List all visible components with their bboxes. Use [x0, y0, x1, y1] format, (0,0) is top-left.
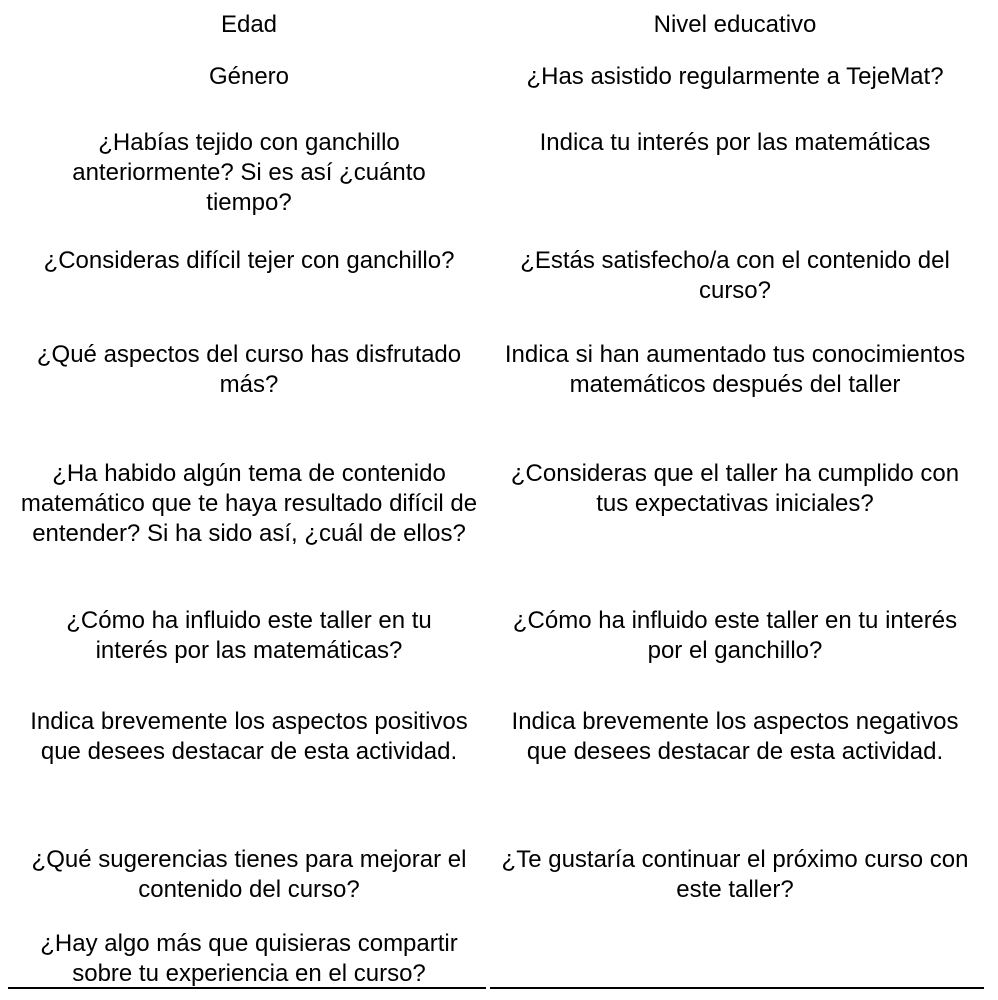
question-tema-dificil: ¿Ha habido algún tema de contenido matemático que te haya resultado difícil de entender? Si ha sido así, ¿cuál de ellos?: [20, 460, 478, 547]
table-bottom-border-left: [8, 987, 486, 989]
question-genero: Género: [208, 63, 290, 90]
question-compartir-experiencia: ¿Hay algo más que quisieras compartir sobre tu experiencia en el curso?: [40, 930, 458, 987]
question-dificil-tejer: ¿Consideras difícil tejer con ganchillo?: [43, 247, 455, 274]
question-edad: Edad: [220, 11, 278, 38]
question-interes-matematicas: Indica tu interés por las matemáticas: [539, 129, 931, 156]
question-continuar-curso: ¿Te gustaría continuar el próximo curso con este taller?: [501, 846, 969, 903]
question-satisfaccion: ¿Estás satisfecho/a con el contenido del curso?: [520, 247, 950, 304]
question-aspectos-positivos: Indica brevemente los aspectos positivos que desees destacar de esta actividad.: [30, 708, 468, 765]
table-bottom-border-right: [490, 987, 984, 989]
question-nivel-educativo: Nivel educativo: [653, 11, 817, 38]
question-influencia-matematicas: ¿Cómo ha influido este taller en tu interés por las matemáticas?: [66, 607, 432, 664]
question-aspectos-negativos: Indica brevemente los aspectos negativos que desees destacar de esta actividad.: [511, 708, 959, 765]
question-influencia-ganchillo: ¿Cómo ha influido este taller en tu interés por el ganchillo?: [512, 607, 958, 664]
question-asistencia: ¿Has asistido regularmente a TejeMat?: [526, 63, 944, 90]
question-aspectos-disfrutado: ¿Qué aspectos del curso has disfrutado más?: [36, 341, 462, 398]
question-expectativas: ¿Consideras que el taller ha cumplido con tus expectativas iniciales?: [510, 460, 960, 517]
question-sugerencias: ¿Qué sugerencias tienes para mejorar el contenido del curso?: [31, 846, 467, 903]
question-conocimientos: Indica si han aumentado tus conocimientos matemáticos después del taller: [504, 341, 966, 398]
question-tejido-antes: ¿Habías tejido con ganchillo anteriormente? Si es así ¿cuánto tiempo?: [72, 129, 426, 216]
